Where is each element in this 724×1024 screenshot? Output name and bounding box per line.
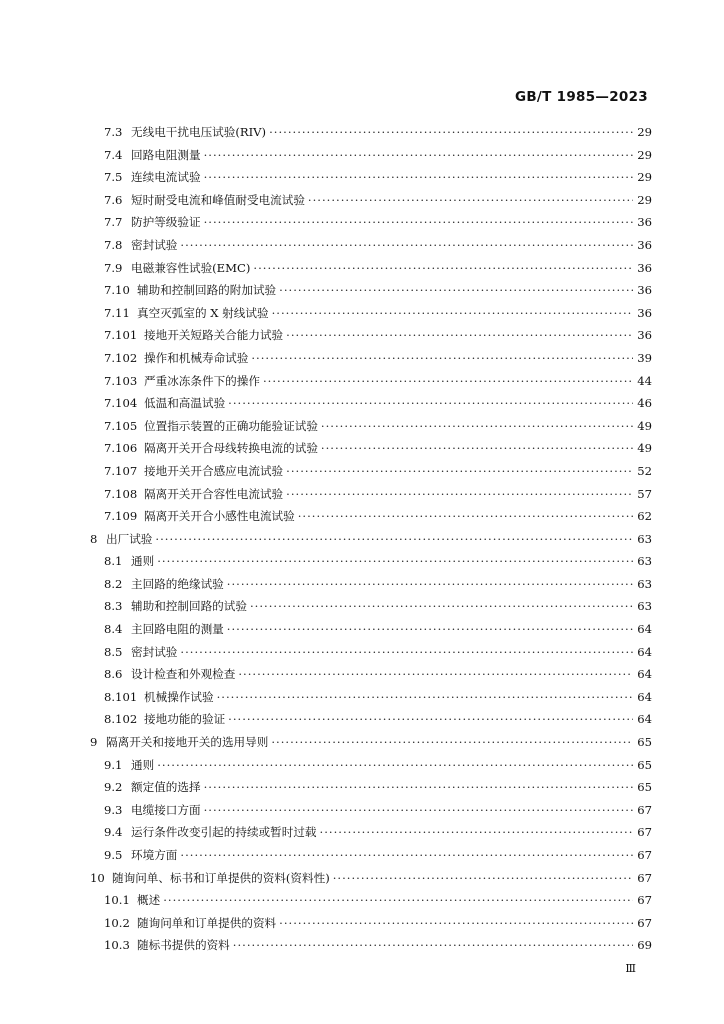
toc-entry-title: 电磁兼容性试验(EMC) [131, 260, 251, 275]
toc-entry-number: 10.1 [104, 893, 130, 908]
toc-entry-number: 7.106 [104, 441, 138, 456]
toc-entry-number: 10.3 [104, 938, 130, 953]
toc-entry-page: 39 [637, 350, 652, 365]
toc-entry-number: 9.1 [104, 757, 123, 772]
toc-entry-title: 接地功能的验证 [144, 712, 226, 727]
toc-entry-page: 67 [637, 802, 652, 817]
toc-entry-page: 44 [637, 373, 652, 388]
toc-entry-number: 7.101 [104, 328, 138, 343]
toc-entry-title: 接地开关开合感应电流试验 [144, 463, 284, 478]
toc-entry[interactable] [0, 260, 724, 283]
toc-entry[interactable] [0, 463, 724, 486]
toc-entry-title: 隔离开关开合容性电流试验 [144, 486, 284, 501]
toc-entry[interactable] [0, 734, 724, 757]
toc-entry-title: 环境方面 [131, 848, 178, 862]
toc-leader-dots [269, 125, 633, 139]
toc-entry-number: 8.5 [104, 644, 123, 659]
toc-entry-title: 真空灭弧室的 X 射线试验 [137, 305, 269, 320]
toc-entry[interactable] [0, 802, 724, 825]
toc-leader-dots [271, 735, 633, 749]
toc-leader-dots [286, 464, 633, 478]
toc-entry-title: 通则 [131, 554, 155, 569]
toc-entry-number: 8.6 [104, 667, 123, 682]
toc-entry-page: 49 [637, 441, 652, 456]
toc-entry-page: 29 [637, 125, 652, 139]
toc-leader-dots [227, 622, 633, 636]
toc-entry-page: 36 [637, 260, 652, 275]
toc-entry-page: 46 [637, 396, 652, 411]
toc-entry[interactable] [0, 892, 724, 915]
toc-leader-dots [298, 509, 633, 523]
toc-entry-number: 8.101 [104, 689, 138, 704]
toc-entry-page: 57 [637, 486, 652, 501]
toc-entry-page: 65 [637, 735, 652, 750]
page-number: Ⅲ [625, 962, 636, 975]
toc-entry-number: 8 [90, 531, 98, 546]
toc-entry[interactable] [0, 621, 724, 644]
toc-leader-dots [321, 441, 633, 455]
toc-entry[interactable] [0, 373, 724, 396]
toc-leader-dots [180, 645, 633, 659]
toc-entry-number: 9.2 [104, 780, 123, 795]
toc-entry-page: 69 [637, 938, 652, 953]
toc-entry-title: 机械操作试验 [144, 689, 214, 704]
toc-leader-dots [228, 396, 633, 410]
toc-entry-title: 防护等级验证 [131, 215, 201, 230]
toc-entry-page: 36 [637, 328, 652, 343]
toc-entry-number: 7.9 [104, 260, 123, 275]
toc-entry-page: 67 [637, 848, 652, 862]
toc-entry-title: 电缆接口方面 [131, 802, 201, 817]
toc-leader-dots [217, 690, 633, 704]
toc-leader-dots [320, 825, 633, 839]
toc-entry[interactable] [0, 486, 724, 509]
toc-entry[interactable] [0, 531, 724, 554]
toc-entry-number: 7.8 [104, 237, 123, 252]
toc-entry[interactable] [0, 757, 724, 780]
toc-entry[interactable] [0, 870, 724, 893]
toc-entry-title: 主回路电阻的测量 [131, 622, 224, 637]
toc-leader-dots [157, 554, 633, 568]
toc-entry[interactable] [0, 418, 724, 441]
toc-entry[interactable] [0, 350, 724, 373]
table-of-contents [0, 124, 724, 960]
toc-entry-title: 密封试验 [131, 644, 178, 659]
toc-entry-page: 64 [637, 644, 652, 659]
toc-entry-page: 62 [637, 509, 652, 524]
toc-entry[interactable] [0, 440, 724, 463]
toc-leader-dots [333, 871, 633, 885]
toc-entry-page: 29 [637, 192, 652, 207]
toc-entry[interactable] [0, 937, 724, 960]
toc-leader-dots [279, 283, 633, 297]
toc-entry-number: 7.5 [104, 170, 123, 185]
toc-entry-number: 7.3 [104, 125, 123, 139]
toc-entry-number: 9.4 [104, 825, 123, 840]
toc-entry-title: 严重冰冻条件下的操作 [144, 373, 260, 388]
toc-leader-dots [272, 306, 633, 320]
toc-entry[interactable] [0, 305, 724, 328]
toc-entry[interactable] [0, 847, 724, 870]
toc-entry-page: 63 [637, 599, 652, 614]
toc-leader-dots [233, 938, 633, 952]
toc-entry-title: 短时耐受电流和峰值耐受电流试验 [131, 192, 305, 207]
toc-leader-dots [204, 803, 633, 817]
toc-leader-dots [253, 261, 633, 275]
toc-entry-page: 36 [637, 283, 652, 298]
toc-entry[interactable] [0, 327, 724, 350]
toc-entry-number: 7.104 [104, 396, 138, 411]
toc-entry-page: 65 [637, 780, 652, 795]
toc-entry-number: 7.4 [104, 147, 123, 162]
toc-entry-number: 8.3 [104, 599, 123, 614]
toc-entry-number: 7.109 [104, 509, 138, 524]
toc-entry[interactable] [0, 689, 724, 712]
toc-entry-page: 63 [637, 554, 652, 569]
toc-entry[interactable] [0, 915, 724, 938]
toc-entry-page: 64 [637, 667, 652, 682]
toc-entry-number: 7.105 [104, 418, 138, 433]
toc-entry-number: 7.102 [104, 350, 138, 365]
toc-entry-page: 63 [637, 531, 652, 546]
toc-entry-number: 9 [90, 735, 98, 750]
toc-entry[interactable] [0, 508, 724, 531]
toc-entry-title: 随询问单和订单提供的资料 [137, 915, 277, 930]
toc-entry-title: 随询问单、标书和订单提供的资料(资料性) [112, 870, 330, 885]
toc-leader-dots [155, 532, 633, 546]
toc-entry-number: 8.1 [104, 554, 123, 569]
toc-entry[interactable] [0, 124, 724, 147]
toc-leader-dots [227, 577, 633, 591]
toc-entry-number: 7.6 [104, 192, 123, 207]
toc-entry-number: 9.5 [104, 848, 123, 862]
toc-entry-title: 辅助和控制回路的试验 [131, 599, 247, 614]
toc-leader-dots [321, 419, 633, 433]
toc-leader-dots [180, 848, 633, 862]
toc-entry-title: 设计检查和外观检查 [131, 667, 236, 682]
toc-entry-page: 29 [637, 170, 652, 185]
toc-entry[interactable] [0, 214, 724, 237]
toc-entry-page: 29 [637, 147, 652, 162]
toc-entry-title: 运行条件改变引起的持续或暂时过载 [131, 825, 317, 840]
toc-entry-title: 低温和高温试验 [144, 396, 226, 411]
toc-leader-dots [279, 916, 633, 930]
toc-entry-title: 接地开关短路关合能力试验 [144, 328, 284, 343]
toc-leader-dots [263, 374, 633, 388]
toc-entry[interactable] [0, 779, 724, 802]
toc-entry-page: 64 [637, 712, 652, 727]
toc-leader-dots [204, 780, 633, 794]
toc-leader-dots [157, 758, 633, 772]
toc-entry-title: 隔离开关开合小感性电流试验 [144, 509, 295, 524]
toc-entry-title: 通则 [131, 757, 155, 772]
toc-leader-dots [308, 193, 633, 207]
toc-entry-title: 辅助和控制回路的附加试验 [137, 283, 277, 298]
toc-entry[interactable] [0, 553, 724, 576]
toc-entry-number: 9.3 [104, 802, 123, 817]
toc-entry-page: 52 [637, 463, 652, 478]
toc-leader-dots [286, 487, 633, 501]
toc-entry-title: 隔离开关开合母线转换电流的试验 [144, 441, 318, 456]
toc-entry[interactable] [0, 711, 724, 734]
toc-leader-dots [228, 712, 633, 726]
toc-leader-dots [238, 667, 633, 681]
toc-entry-page: 64 [637, 689, 652, 704]
toc-entry-number: 8.2 [104, 576, 123, 591]
toc-entry[interactable] [0, 169, 724, 192]
toc-leader-dots [163, 893, 633, 907]
toc-leader-dots [204, 170, 633, 184]
toc-entry-number: 7.7 [104, 215, 123, 230]
toc-entry-page: 63 [637, 576, 652, 591]
toc-entry-number: 8.4 [104, 622, 123, 637]
toc-entry-title: 操作和机械寿命试验 [144, 350, 249, 365]
toc-entry-number: 7.108 [104, 486, 138, 501]
toc-entry-number: 10.2 [104, 915, 130, 930]
toc-entry[interactable] [0, 576, 724, 599]
standard-number: GB/T 1985—2023 [514, 89, 648, 105]
toc-entry[interactable] [0, 598, 724, 621]
toc-entry-number: 7.103 [104, 373, 138, 388]
toc-entry-number: 7.10 [104, 283, 130, 298]
toc-entry-page: 67 [637, 825, 652, 840]
toc-leader-dots [251, 351, 633, 365]
toc-leader-dots [286, 328, 633, 342]
toc-entry-page: 49 [637, 418, 652, 433]
toc-entry[interactable] [0, 237, 724, 260]
toc-entry-page: 67 [637, 915, 652, 930]
toc-leader-dots [204, 215, 633, 229]
toc-entry[interactable] [0, 282, 724, 305]
toc-entry[interactable] [0, 395, 724, 418]
toc-entry-page: 67 [637, 870, 652, 885]
toc-entry-page: 36 [637, 237, 652, 252]
toc-entry-number: 8.102 [104, 712, 138, 727]
toc-entry-title: 位置指示装置的正确功能验证试验 [144, 418, 318, 433]
toc-leader-dots [204, 148, 633, 162]
toc-entry-page: 67 [637, 893, 652, 908]
toc-entry-title: 概述 [137, 893, 161, 908]
toc-entry-page: 36 [637, 305, 652, 320]
toc-leader-dots [250, 599, 633, 613]
toc-entry-title: 无线电干扰电压试验(RIV) [131, 125, 267, 139]
toc-entry-title: 主回路的绝缘试验 [131, 576, 224, 591]
toc-entry-number: 7.107 [104, 463, 138, 478]
toc-entry-title: 密封试验 [131, 237, 178, 252]
toc-entry[interactable] [0, 192, 724, 215]
toc-entry[interactable] [0, 666, 724, 689]
toc-leader-dots [180, 238, 633, 252]
toc-entry-title: 回路电阻测量 [131, 147, 201, 162]
toc-entry-page: 36 [637, 215, 652, 230]
toc-entry-number: 10 [90, 870, 105, 885]
toc-entry-page: 65 [637, 757, 652, 772]
toc-entry-page: 64 [637, 622, 652, 637]
toc-entry-title: 隔离开关和接地开关的选用导则 [106, 735, 269, 750]
toc-entry-title: 出厂试验 [106, 531, 153, 546]
toc-entry-title: 随标书提供的资料 [137, 938, 230, 953]
toc-entry-number: 7.11 [104, 305, 130, 320]
toc-entry-title: 额定值的选择 [131, 780, 201, 795]
toc-entry-title: 连续电流试验 [131, 170, 201, 185]
toc-entry[interactable] [0, 824, 724, 847]
toc-entry[interactable] [0, 644, 724, 667]
toc-entry[interactable] [0, 147, 724, 170]
